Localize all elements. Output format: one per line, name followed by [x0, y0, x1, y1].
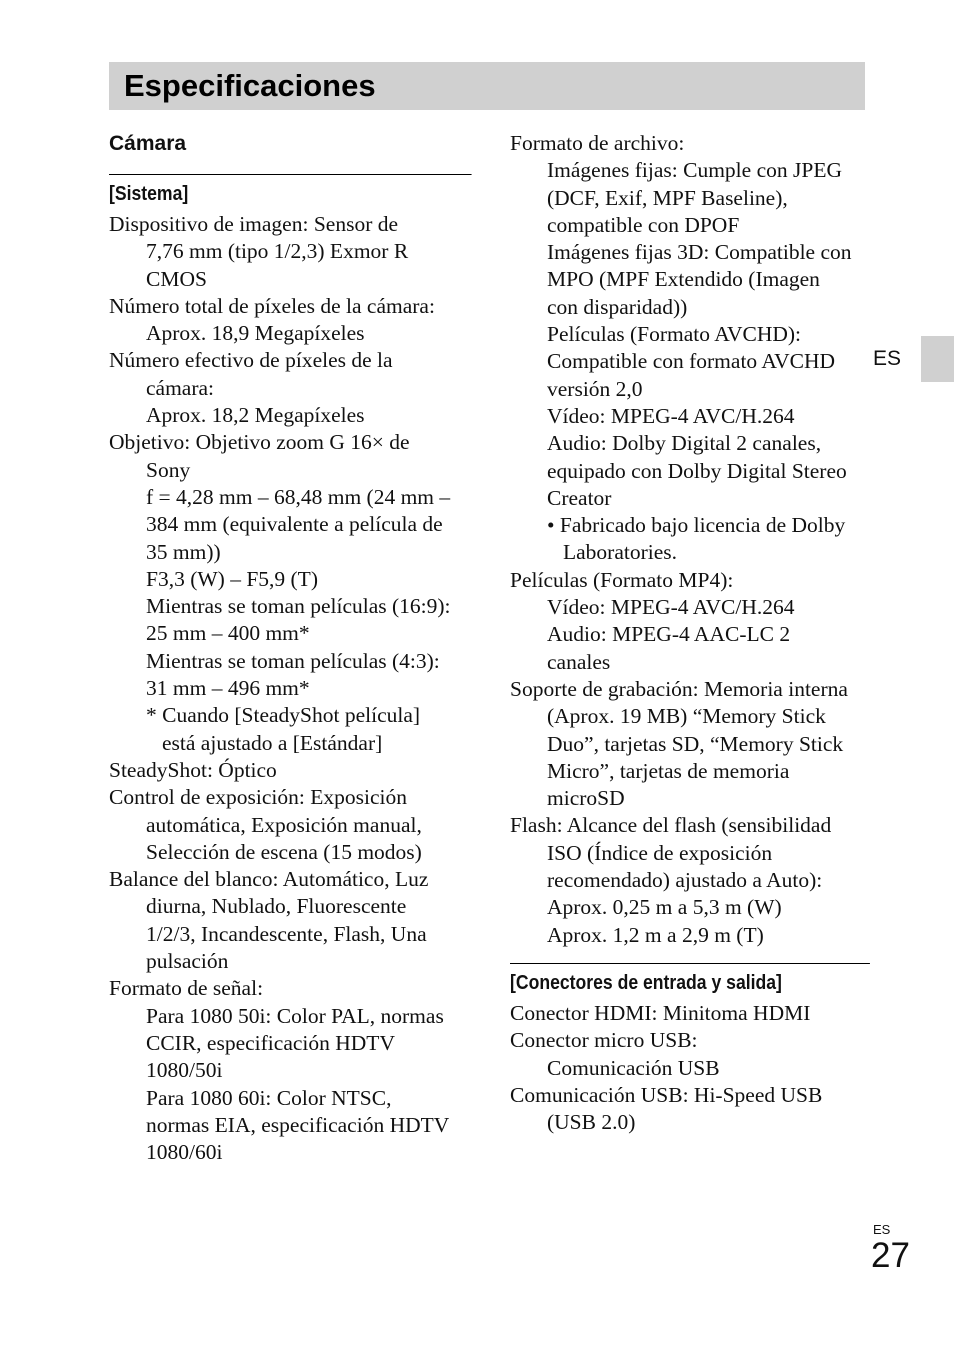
spec-line: Conector HDMI: Minitoma HDMI [510, 1000, 811, 1025]
page-title: Especificaciones [124, 68, 376, 103]
spec-line: microSD [547, 786, 625, 811]
spec-line: Dispositivo de imagen: Sensor de [109, 212, 399, 236]
spec-line: ISO (Índice de exposición [547, 840, 773, 865]
spec-line: versión 2,0 [547, 376, 643, 401]
spec-line: 25 mm – 400 mm* [146, 621, 310, 646]
spec-line: Comunicación USB: Hi-Speed USB [510, 1082, 823, 1107]
spec-line: f = 4,28 mm – 68,48 mm (24 mm – [146, 484, 451, 509]
spec-line: CCIR, especificación HDTV [146, 1030, 395, 1055]
footer-language-label: ES [873, 1222, 891, 1237]
spec-line: Aprox. 1,2 m a 2,9 m (T) [547, 922, 764, 947]
spec-line: 31 mm – 496 mm* [146, 676, 310, 701]
spec-line: Duo”, tarjetas SD, “Memory Stick [547, 731, 844, 756]
spec-line: canales [547, 649, 611, 674]
spec-line: Número total de píxeles de la cámara: [109, 293, 435, 318]
section-heading-camara: Cámara [109, 132, 187, 155]
side-language-label: ES [873, 347, 902, 370]
spec-line: Para 1080 60i: Color NTSC, [146, 1085, 392, 1110]
spec-line: * Cuando [SteadyShot película] [146, 703, 421, 728]
spec-line: recomendado) ajustado a Auto): [547, 868, 823, 893]
spec-line: SteadyShot: Óptico [109, 757, 277, 782]
spec-list-sistema [109, 211, 467, 1166]
spec-line: Micro”, tarjetas de memoria [547, 758, 790, 783]
spec-line: Formato de archivo: [510, 131, 685, 155]
spec-line: Conector micro USB: [510, 1028, 698, 1053]
spec-line: Selección de escena (15 modos) [146, 839, 422, 864]
spec-line: equipado con Dolby Digital Stereo [547, 458, 847, 483]
side-language-tab [921, 336, 954, 382]
spec-line: Aprox. 18,2 Megapíxeles [146, 403, 365, 428]
spec-line: Mientras se toman películas (16:9): [146, 594, 451, 619]
spec-line: 35 mm)) [146, 539, 221, 564]
spec-line: Objetivo: Objetivo zoom G 16× de [109, 430, 410, 455]
spec-line: Imágenes fijas: Cumple con JPEG [547, 158, 842, 183]
spec-line: F3,3 (W) – F5,9 (T) [146, 566, 318, 591]
spec-line: MPO (MPF Extendido (Imagen [547, 267, 820, 292]
spec-line: Número efectivo de píxeles de la [109, 348, 393, 373]
spec-line: cámara: [146, 375, 215, 400]
spec-line: Soporte de grabación: Memoria interna [510, 676, 848, 701]
spec-line: CMOS [146, 266, 207, 291]
spec-line: automática, Exposición manual, [146, 812, 422, 837]
spec-line: Control de exposición: Exposición [109, 785, 407, 810]
spec-line: Audio: Dolby Digital 2 canales, [547, 431, 822, 456]
spec-line: con disparidad)) [547, 294, 688, 319]
spec-line: • Fabricado bajo licencia de Dolby [547, 513, 846, 538]
spec-line: Vídeo: MPEG-4 AVC/H.264 [547, 595, 795, 620]
spec-line: 1080/50i [146, 1058, 223, 1083]
spec-line: compatible con DPOF [547, 212, 740, 237]
left-column [109, 130, 467, 1166]
spec-line: Imágenes fijas 3D: Compatible con [547, 240, 852, 265]
spec-list-conectores [510, 1000, 866, 1136]
spec-line: (USB 2.0) [547, 1110, 636, 1135]
spec-line: Películas (Formato AVCHD): [547, 322, 802, 347]
spec-line: diurna, Nublado, Fluorescente [146, 894, 407, 919]
spec-line: Películas (Formato MP4): [510, 567, 734, 592]
spec-line: 384 mm (equivalente a película de [146, 512, 443, 537]
subsection-heading-sistema: [Sistema] [109, 174, 471, 207]
spec-line: Compatible con formato AVCHD [547, 349, 836, 374]
spec-line: Laboratories. [563, 540, 678, 565]
spec-line: Creator [547, 485, 612, 510]
spec-line: 1080/60i [146, 1140, 223, 1165]
spec-line: Comunicación USB [547, 1055, 720, 1080]
spec-line: Audio: MPEG-4 AAC-LC 2 [547, 622, 791, 647]
page-number: 27 [871, 1236, 910, 1275]
right-column [510, 130, 866, 1136]
spec-line: (Aprox. 19 MB) “Memory Stick [547, 704, 826, 729]
spec-line: Aprox. 0,25 m a 5,3 m (W) [547, 895, 782, 920]
spec-line: Vídeo: MPEG-4 AVC/H.264 [547, 403, 795, 428]
spec-line: Mientras se toman películas (4:3): [146, 648, 440, 673]
spec-line: normas EIA, especificación HDTV [146, 1112, 450, 1137]
spec-line: Flash: Alcance del flash (sensibilidad [510, 813, 832, 838]
spec-line: Aprox. 18,9 Megapíxeles [146, 321, 365, 346]
spec-line: 7,76 mm (tipo 1/2,3) Exmor R [146, 239, 409, 264]
spec-line: pulsación [146, 949, 229, 974]
spec-line: Para 1080 50i: Color PAL, normas [146, 1003, 444, 1028]
spec-line: 1/2/3, Incandescente, Flash, Una [146, 921, 427, 946]
spec-line: está ajustado a [Estándar] [162, 730, 383, 755]
title-bar [109, 62, 865, 110]
subsection-heading-conectores: [Conectores de entrada y salida] [510, 963, 870, 996]
spec-line: (DCF, Exif, MPF Baseline), [547, 185, 788, 210]
spec-line: Formato de señal: [109, 976, 264, 1001]
spec-list-sistema-cont [510, 130, 866, 949]
spacer [510, 949, 866, 963]
spec-line: Balance del blanco: Automático, Luz [109, 867, 429, 892]
spec-line: Sony [146, 457, 191, 482]
